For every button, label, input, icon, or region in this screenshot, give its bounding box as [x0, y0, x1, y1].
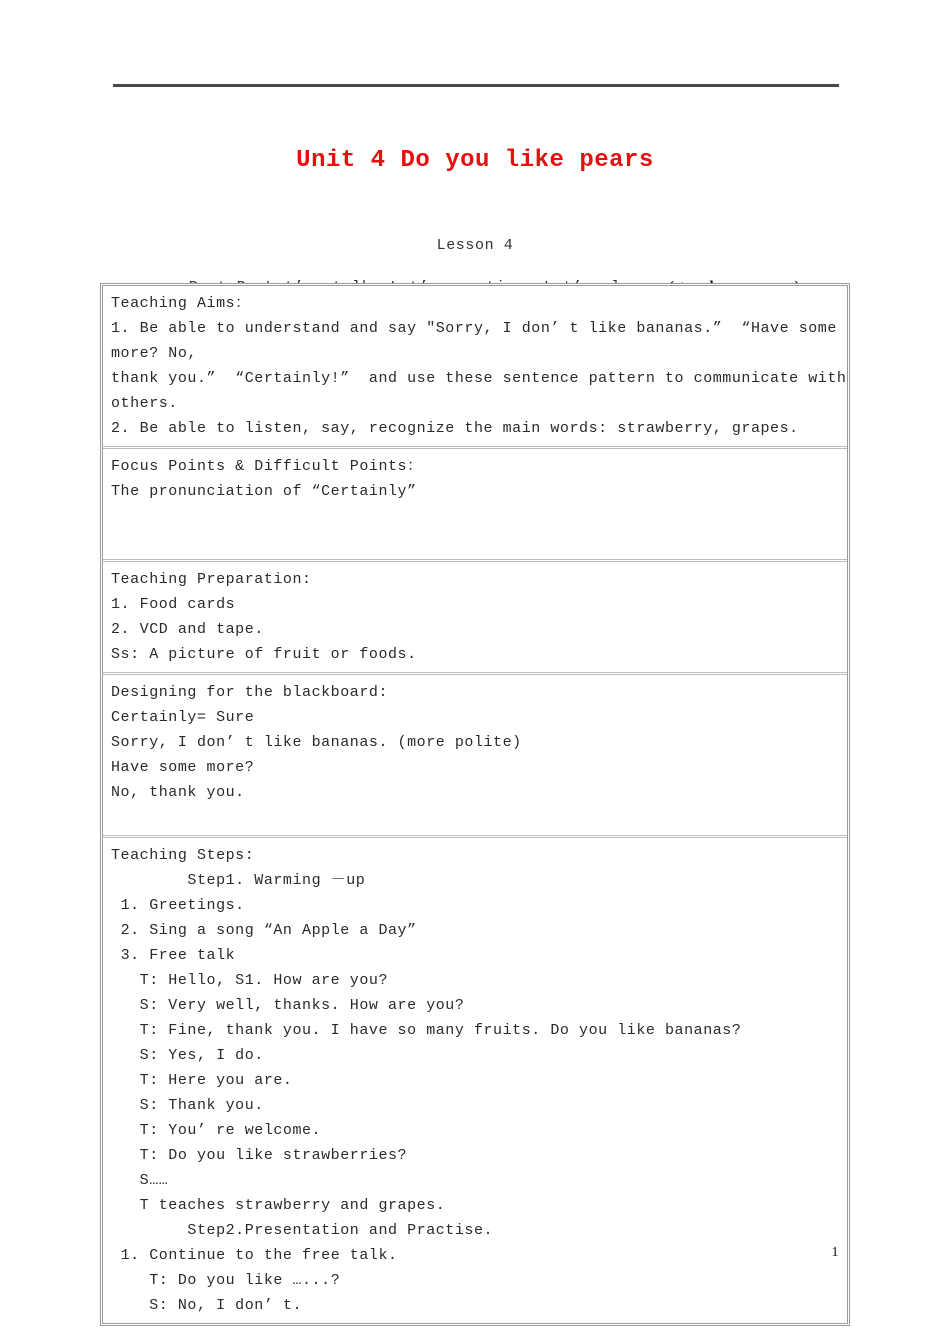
focus-points-line-3: [111, 504, 847, 529]
teaching-steps-line-6: T: Hello, S1. How are you?: [111, 972, 388, 989]
teaching-steps-line-13: T: Do you like strawberries?: [111, 1147, 408, 1164]
teaching-preparation-line-4: Ss: A picture of fruit or foods.: [111, 646, 417, 663]
header-divider-rule: [113, 84, 839, 87]
blackboard-design-line-2: Certainly= Sure: [111, 709, 255, 726]
blackboard-design-line-5: No, thank you.: [111, 784, 245, 801]
teaching-steps-line-15: T teaches strawberry and grapes.: [111, 1197, 446, 1214]
teaching-aims-line-4: 2. Be able to listen, say, recognize the main words: strawberry, grapes.: [111, 420, 799, 437]
table-row-teaching-preparation: [103, 562, 847, 675]
teaching-preparation-line-3: 2. VCD and tape.: [111, 621, 264, 638]
teaching-preparation-line-2: 1. Food cards: [111, 596, 236, 613]
table-row-teaching-steps: [103, 838, 847, 1323]
blackboard-design-line-4: Have some more?: [111, 759, 255, 776]
lesson-label: Lesson 4: [436, 237, 514, 254]
table-row-blackboard-design: [103, 675, 847, 838]
teaching-steps-line-11: S: Thank you.: [111, 1097, 264, 1114]
teaching-steps-line-19: S: No, I don’ t.: [111, 1297, 303, 1314]
teaching-steps-line-2: Step1. Warming －up: [111, 872, 366, 889]
teaching-steps-line-3: 1. Greetings.: [111, 897, 245, 914]
teaching-preparation-line-1: Teaching Preparation:: [111, 571, 312, 588]
teaching-aims-line-1: Teaching Aims：: [111, 295, 251, 312]
teaching-steps-line-1: Teaching Steps:: [111, 847, 255, 864]
teaching-steps-line-14: S……: [111, 1172, 169, 1189]
teaching-steps-line-8: T: Fine, thank you. I have so many fruits. Do you like bananas?: [111, 1022, 742, 1039]
blackboard-design-line-6: [111, 805, 847, 830]
teaching-steps-line-5: 3. Free talk: [111, 947, 236, 964]
lesson-plan-table: [100, 283, 857, 1326]
focus-points-line-4: [111, 529, 847, 554]
teaching-steps-line-4: 2. Sing a song “An Apple a Day”: [111, 922, 417, 939]
page-number: 1: [831, 1245, 839, 1260]
focus-points-line-1: Focus Points & Difficult Points：: [111, 458, 423, 475]
teaching-aims-line-3: thank you.” “Certainly!” and use these sentence pattern to communicate with others.: [111, 370, 857, 412]
teaching-steps-line-17: 1. Continue to the free talk.: [111, 1247, 398, 1264]
teaching-aims-line-2: 1. Be able to understand and say "Sorry, I don’ t like bananas.” “Have some more? No,: [111, 320, 847, 362]
teaching-steps-line-18: T: Do you like …...?: [111, 1272, 341, 1289]
page-title: Unit 4 Do you like pears: [296, 147, 654, 174]
table-row-teaching-aims: [103, 286, 857, 449]
teaching-steps-line-10: T: Here you are.: [111, 1072, 293, 1089]
teaching-steps-line-9: S: Yes, I do.: [111, 1047, 264, 1064]
teaching-steps-line-12: T: You’ re welcome.: [111, 1122, 322, 1139]
blackboard-design-line-1: Designing for the blackboard:: [111, 684, 388, 701]
teaching-steps-line-7: S: Very well, thanks. How are you?: [111, 997, 465, 1014]
focus-points-line-2: The pronunciation of “Certainly”: [111, 483, 417, 500]
blackboard-design-line-3: Sorry, I don’ t like bananas. (more polite): [111, 734, 522, 751]
teaching-steps-line-16: Step2.Presentation and Practise.: [111, 1222, 494, 1239]
table-row-focus-points: [103, 449, 847, 562]
